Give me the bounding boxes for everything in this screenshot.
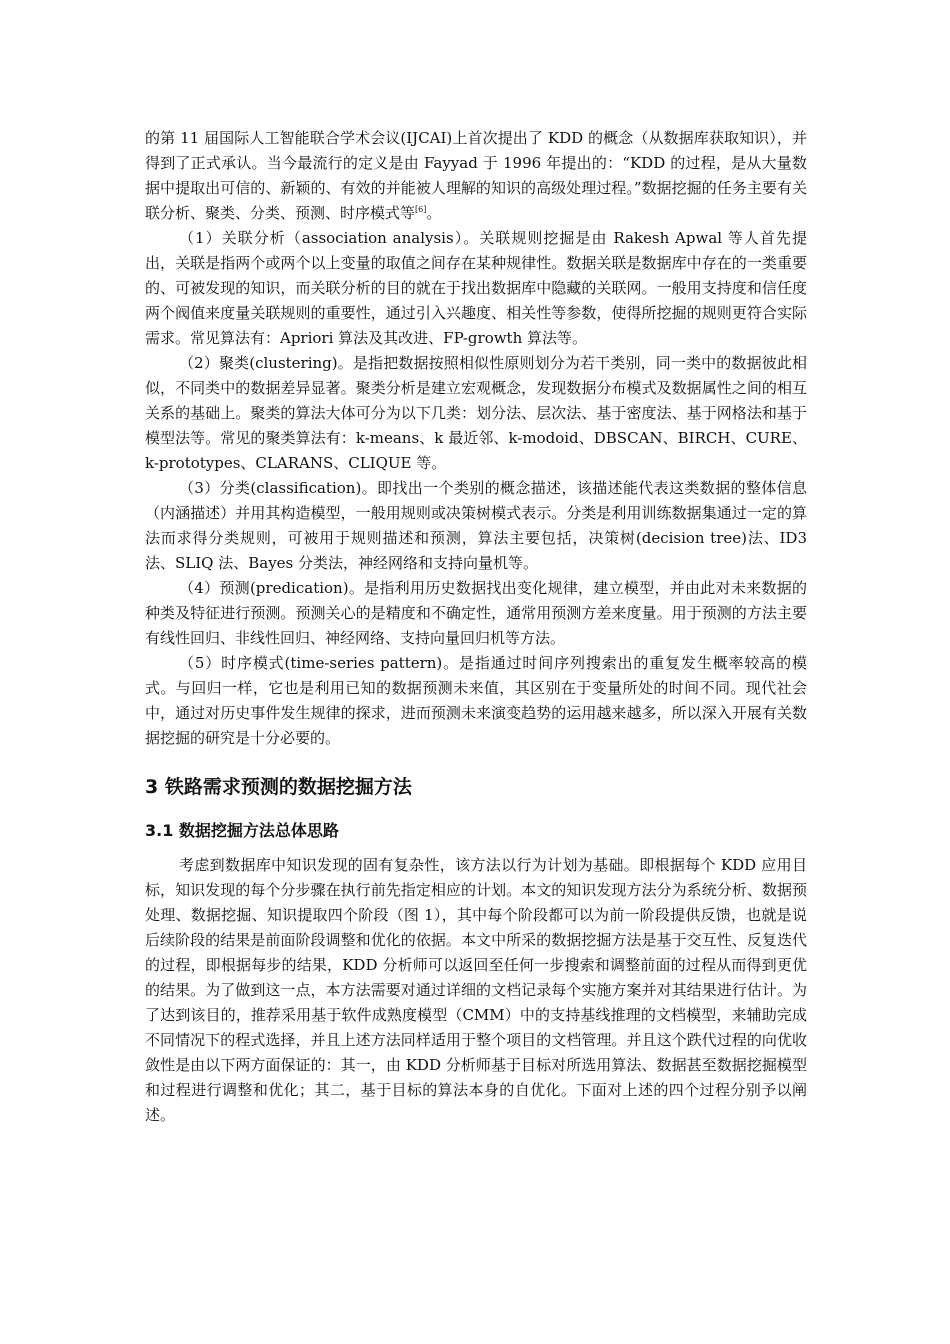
subsection-heading: 3.1 数据挖掘方法总体思路	[145, 821, 339, 840]
section-heading: 3 铁路需求预测的数据挖掘方法	[145, 776, 412, 798]
item-prediction: （4）预测(predication)。是指利用历史数据找出变化规律，建立模型，并由此对未来数据的种类及特征进行预测。预测关心的是精度和不确定性，通常用预测方差来度量。用于预测的方法主要有线性回归、非线性回归、神经网络、支持向量回归机等方法。	[145, 579, 807, 647]
item-clustering: （2）聚类(clustering)。是指把数据按照相似性原则划分为若干类别，同一类中的数据彼此相似，不同类中的数据差异显著。聚类分析是建立宏观概念，发现数据分布模式及数据属性之间的相互关系的基础上。聚类的算法大体可分为以下几类：划分法、层次法、基于密度法、基于网格法和基于模型法等。常见的聚类算法有：k-means、k 最近邻、k-modoid、DBSCAN、BIRCH、CURE、k-prototypes、CLARANS、CLIQUE 等。	[145, 354, 807, 472]
intro-end: 。	[426, 204, 442, 222]
subsection-paragraph: 考虑到数据库中知识发现的固有复杂性，该方法以行为计划为基础。即根据每个 KDD 应用目标，知识发现的每个分步骤在执行前先指定相应的计划。本文的知识发现方法分为系统分析、数据预处理、数据挖掘、知识提取四个阶段（图 1），其中每个阶段都可以为前一阶段提供反馈，也就是说后续阶段的结果是前面阶段调整和优化的依据。本文中所采的数据挖掘方法是基于交互性、反复迭代的过程，即根据每步的结果，KDD 分析师可以返回至任何一步搜索和调整前面的过程从而得到更优的结果。为了做到这一点，本方法需要对通过详细的文档记录每个实施方案并对其结果进行估计。为了达到该目的，推荐采用基于软件成熟度模型（CMM）中的支持基线推理的文档模型，来辅助完成不同情况下的程式选择，并且上述方法同样适用于整个项目的文档管理。并且这个跌代过程的向优收敛性是由以下两方面保证的：其一，由 KDD 分析师基于目标对所选用算法、数据甚至数据挖掘模型和过程进行调整和优化；其二，基于目标的算法本身的自优化。下面对上述的四个过程分别予以阐述。	[145, 856, 807, 1124]
item-association-analysis: （1）关联分析（association analysis）。关联规则挖掘是由 Rakesh Apwal 等人首先提出，关联是指两个或两个以上变量的取值之间存在某种规律性。数据关联是数据库中存在的一类重要的、可被发现的知识，而关联分析的目的就在于找出数据库中隐藏的关联网。一般用支持度和信任度两个阀值来度量关联规则的重要性，通过引入兴趣度、相关性等参数，使得所挖掘的规则更符合实际需求。常见算法有：Apriori 算法及其改进、FP-growth 算法等。	[145, 229, 807, 347]
intro-text: 的第 11 届国际人工智能联合学术会议(IJCAI)上首次提出了 KDD 的概念（从数据库获取知识），并得到了正式承认。当今最流行的定义是由 Fayyad 于 1996 年提出的：“KDD 的过程，是从大量数据中提取出可信的、新颖的、有效的并能被人理解的知识的高级处理过程。”数据挖掘的任务主要有关联分析、聚类、分类、预测、时序模式等	[145, 129, 807, 222]
intro-paragraph	[145, 126, 807, 226]
item-time-series-pattern: （5）时序模式(time-series pattern)。是指通过时间序列搜索出的重复发生概率较高的模式。与回归一样，它也是利用已知的数据预测未来值，其区别在于变量所处的时间不同。现代社会中，通过对历史事件发生规律的探求，进而预测未来演变趋势的运用越来越多，所以深入开展有关数据挖掘的研究是十分必要的。	[145, 654, 807, 747]
item-classification: （3）分类(classification)。即找出一个类别的概念描述，该描述能代表这类数据的整体信息（内涵描述）并用其构造模型，一般用规则或决策树模式表示。分类是利用训练数据集通过一定的算法而求得分类规则，可被用于规则描述和预测，算法主要包括，决策树(decision tree)法、ID3 法、SLIQ 法、Bayes 分类法，神经网络和支持向量机等。	[145, 479, 807, 572]
citation-6: [6]	[415, 205, 427, 214]
document-page	[145, 126, 807, 1128]
